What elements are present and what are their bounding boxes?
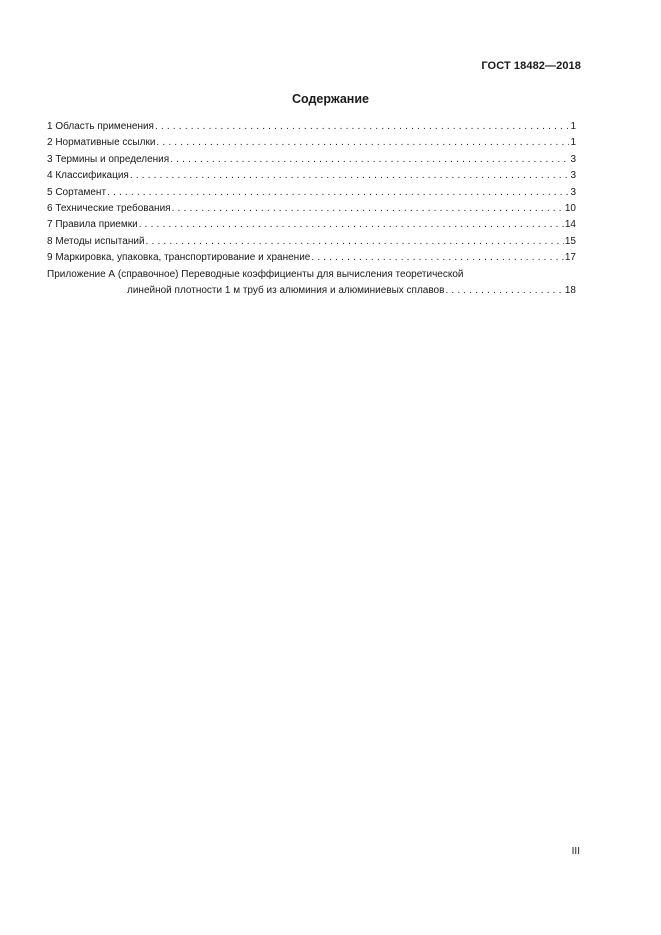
toc-item[interactable] (47, 201, 576, 217)
toc-annex-continuation (47, 283, 576, 299)
toc-item-label: 8 Методы испытаний (47, 235, 145, 247)
toc-item-label: 3 Термины и определения (47, 153, 170, 165)
toc-title: Содержание (291, 92, 369, 106)
toc-item[interactable] (47, 185, 576, 201)
dot-leader (445, 283, 563, 299)
toc-item-page: 17 (564, 252, 576, 264)
toc-item-label: 4 Классификация (47, 170, 129, 182)
toc-item-page: 10 (564, 203, 576, 215)
dot-leader (170, 152, 569, 168)
toc-item[interactable] (47, 152, 576, 168)
toc-item-label: 9 Маркировка, упаковка, транспортирование и хранение (47, 252, 311, 264)
toc-item-page: 1 (570, 121, 576, 132)
toc-item-page: 14 (564, 219, 576, 231)
toc-item[interactable] (47, 168, 576, 184)
toc-annex-item[interactable] (47, 267, 576, 300)
toc-item-page: 3 (570, 170, 576, 182)
toc-annex-title: Приложение А (справочное) Переводные коэффициенты для вычисления теоретической (47, 268, 464, 280)
toc-item-page: 1 (570, 137, 576, 149)
dot-leader (107, 185, 569, 201)
toc-item[interactable] (47, 234, 576, 250)
page-number: III (571, 846, 580, 857)
toc-annex-subtitle: линейной плотности 1 м труб из алюминия и алюминиевых сплавов (127, 285, 445, 297)
table-of-contents (47, 119, 576, 299)
toc-item-label: 1 Область применения (47, 121, 154, 132)
toc-item[interactable] (47, 135, 576, 151)
toc-item-page: 15 (564, 235, 576, 247)
toc-item-label: 7 Правила приемки (47, 219, 138, 231)
dot-leader (139, 217, 564, 233)
dot-leader (130, 168, 570, 184)
toc-item[interactable] (47, 119, 576, 135)
dot-leader (311, 250, 564, 266)
toc-item[interactable] (47, 217, 576, 233)
toc-item-label: 6 Технические требования (47, 203, 171, 215)
toc-annex-page: 18 (564, 285, 576, 297)
dot-leader (146, 234, 564, 250)
dot-leader (156, 135, 569, 151)
document-code: ГОСТ 18482—2018 (481, 60, 581, 72)
toc-item-label: 5 Сортамент (47, 186, 107, 198)
toc-item[interactable] (47, 250, 576, 266)
toc-item-label: 2 Нормативные ссылки (47, 137, 156, 149)
dot-leader (172, 201, 564, 217)
toc-item-page: 3 (570, 153, 576, 165)
dot-leader (155, 119, 569, 135)
toc-item-page: 3 (570, 186, 576, 198)
